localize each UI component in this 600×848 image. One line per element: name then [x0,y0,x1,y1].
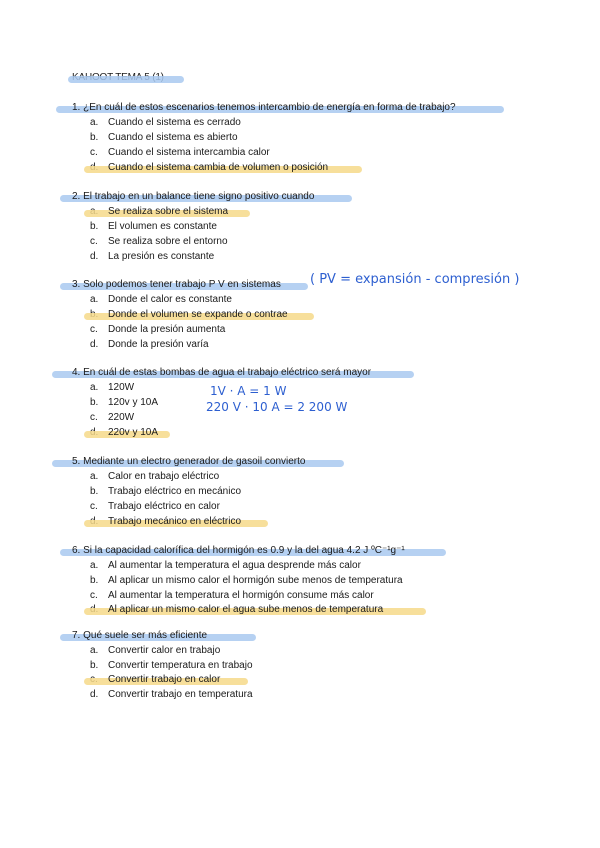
q5-option-b: b. Trabajo eléctrico en mecánico [90,486,242,497]
handwritten-note-watts-2: 220 V · 10 A = 2 200 W [206,400,348,414]
q4-option-a: a. 120W [90,382,135,393]
q5-option-a: a. Calor en trabajo eléctrico [90,471,220,482]
q6-option-d: Al aplicar un mismo calor el agua sube menos de temperatura [108,604,384,615]
question-7: 7. Qué suele ser más eficiente [72,630,208,641]
q3-option-b: Donde el volumen se expande o contrae [108,309,288,320]
q2-option-b: b. El volumen es constante [90,221,217,232]
q4-option-b: b. 120v y 10A [90,397,159,408]
handwritten-note-pv: ( PV = expansión - compresión ) [310,272,520,287]
q2-option-a: Se realiza sobre el sistema [108,206,229,217]
q3-option-a: a. Donde el calor es constante [90,294,232,305]
question-4: 4. En cuál de estas bombas de agua el trabajo eléctrico será mayor [72,367,372,378]
q1-option-b: b. Cuando el sistema es abierto [90,132,238,143]
q6-option-b: b. Al aplicar un mismo calor el hormigón sube menos de temperatura [90,575,403,586]
q1-option-c: c. Cuando el sistema intercambia calor [90,147,270,158]
q6-option-c: c. Al aumentar la temperatura el hormigón consume más calor [90,590,374,601]
title-highlight [68,76,184,83]
question-5: 5. Mediante un electro generador de gasoil convierto [72,456,306,467]
q4-option-d: 220v y 10A [108,427,159,438]
question-1: 1. ¿En cuál de estos escenarios tenemos intercambio de energía en forma de trabajo? [72,102,456,113]
q2-option-d: d. La presión es constante [90,251,215,262]
q5-option-d: Trabajo mecánico en eléctrico [108,516,242,527]
q7-option-c: Convertir trabajo en calor [108,674,221,685]
question-6: 6. Si la capacidad calorífica del hormigón es 0.9 y la del agua 4.2 J ºC⁻¹g⁻¹ [72,545,405,556]
q1-option-d: Cuando el sistema cambia de volumen o posición [108,162,329,173]
q7-option-a: a. Convertir calor en trabajo [90,645,221,656]
q5-option-c: c. Trabajo eléctrico en calor [90,501,220,512]
q4-option-c: c. 220W [90,412,135,423]
handwritten-note-watts-1: 1V · A = 1 W [210,384,287,398]
q3-option-d: d. Donde la presión varía [90,339,209,350]
q7-option-b: b. Convertir temperatura en trabajo [90,660,253,671]
q6-option-a: a. Al aumentar la temperatura el agua desprende más calor [90,560,361,571]
question-2: 2. El trabajo en un balance tiene signo positivo cuando [72,191,315,202]
q3-option-c: c. Donde la presión aumenta [90,324,226,335]
question-3: 3. Solo podemos tener trabajo P V en sistemas [72,279,281,290]
q2-option-c: c. Se realiza sobre el entorno [90,236,228,247]
q7-option-d: d. Convertir trabajo en temperatura [90,689,253,700]
q1-option-a: a. Cuando el sistema es cerrado [90,117,241,128]
